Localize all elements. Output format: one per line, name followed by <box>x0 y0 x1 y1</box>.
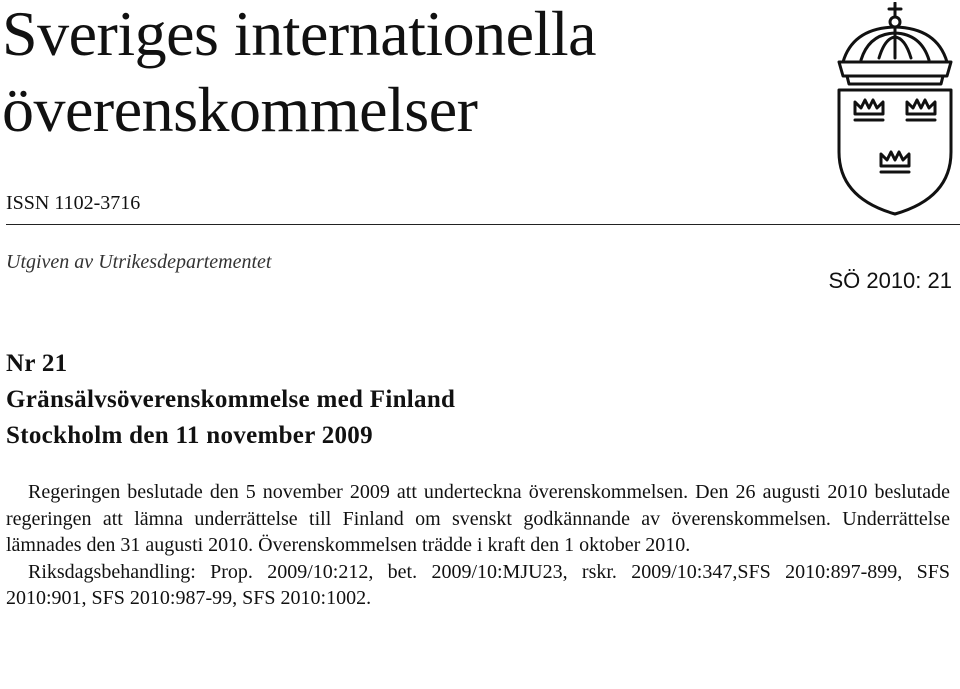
paragraph-decision: Regeringen beslutade den 5 november 2009 att underteckna överenskommelsen. Den 26 augusti 2010 beslutade regeringen att lämna underrättelse till Finland om svenskt godkännande av överenskommelsen. Underrättelse lämnades den 31 augusti 2010. Överenskommelsen trädde i kraft den 1 oktober 2010. <box>6 481 950 556</box>
publication-title <box>2 0 782 148</box>
place-and-date: Stockholm den 11 november 2009 <box>6 422 373 449</box>
document-reference: SÖ 2010: 21 <box>828 268 952 293</box>
document-number: Nr 21 <box>6 350 68 377</box>
document-body <box>6 479 950 612</box>
paragraph-parliament: Riksdagsbehandling: Prop. 2009/10:212, bet. 2009/10:MJU23, rskr. 2009/10:347,SFS 2010:897-899, SFS 2010:901, SFS 2010:987-99, SFS 2010:1002. <box>6 560 950 609</box>
swedish-coat-of-arms-icon <box>833 2 957 216</box>
publisher-line: Utgiven av Utrikesdepartementet <box>6 251 272 273</box>
document-title: Gränsälvsöverenskommelse med Finland <box>6 386 456 413</box>
title-line-1: Sveriges internationella <box>2 0 597 69</box>
title-line-2: överenskommelser <box>2 74 478 145</box>
issn-number: ISSN 1102-3716 <box>6 192 141 214</box>
header-divider <box>6 224 960 225</box>
